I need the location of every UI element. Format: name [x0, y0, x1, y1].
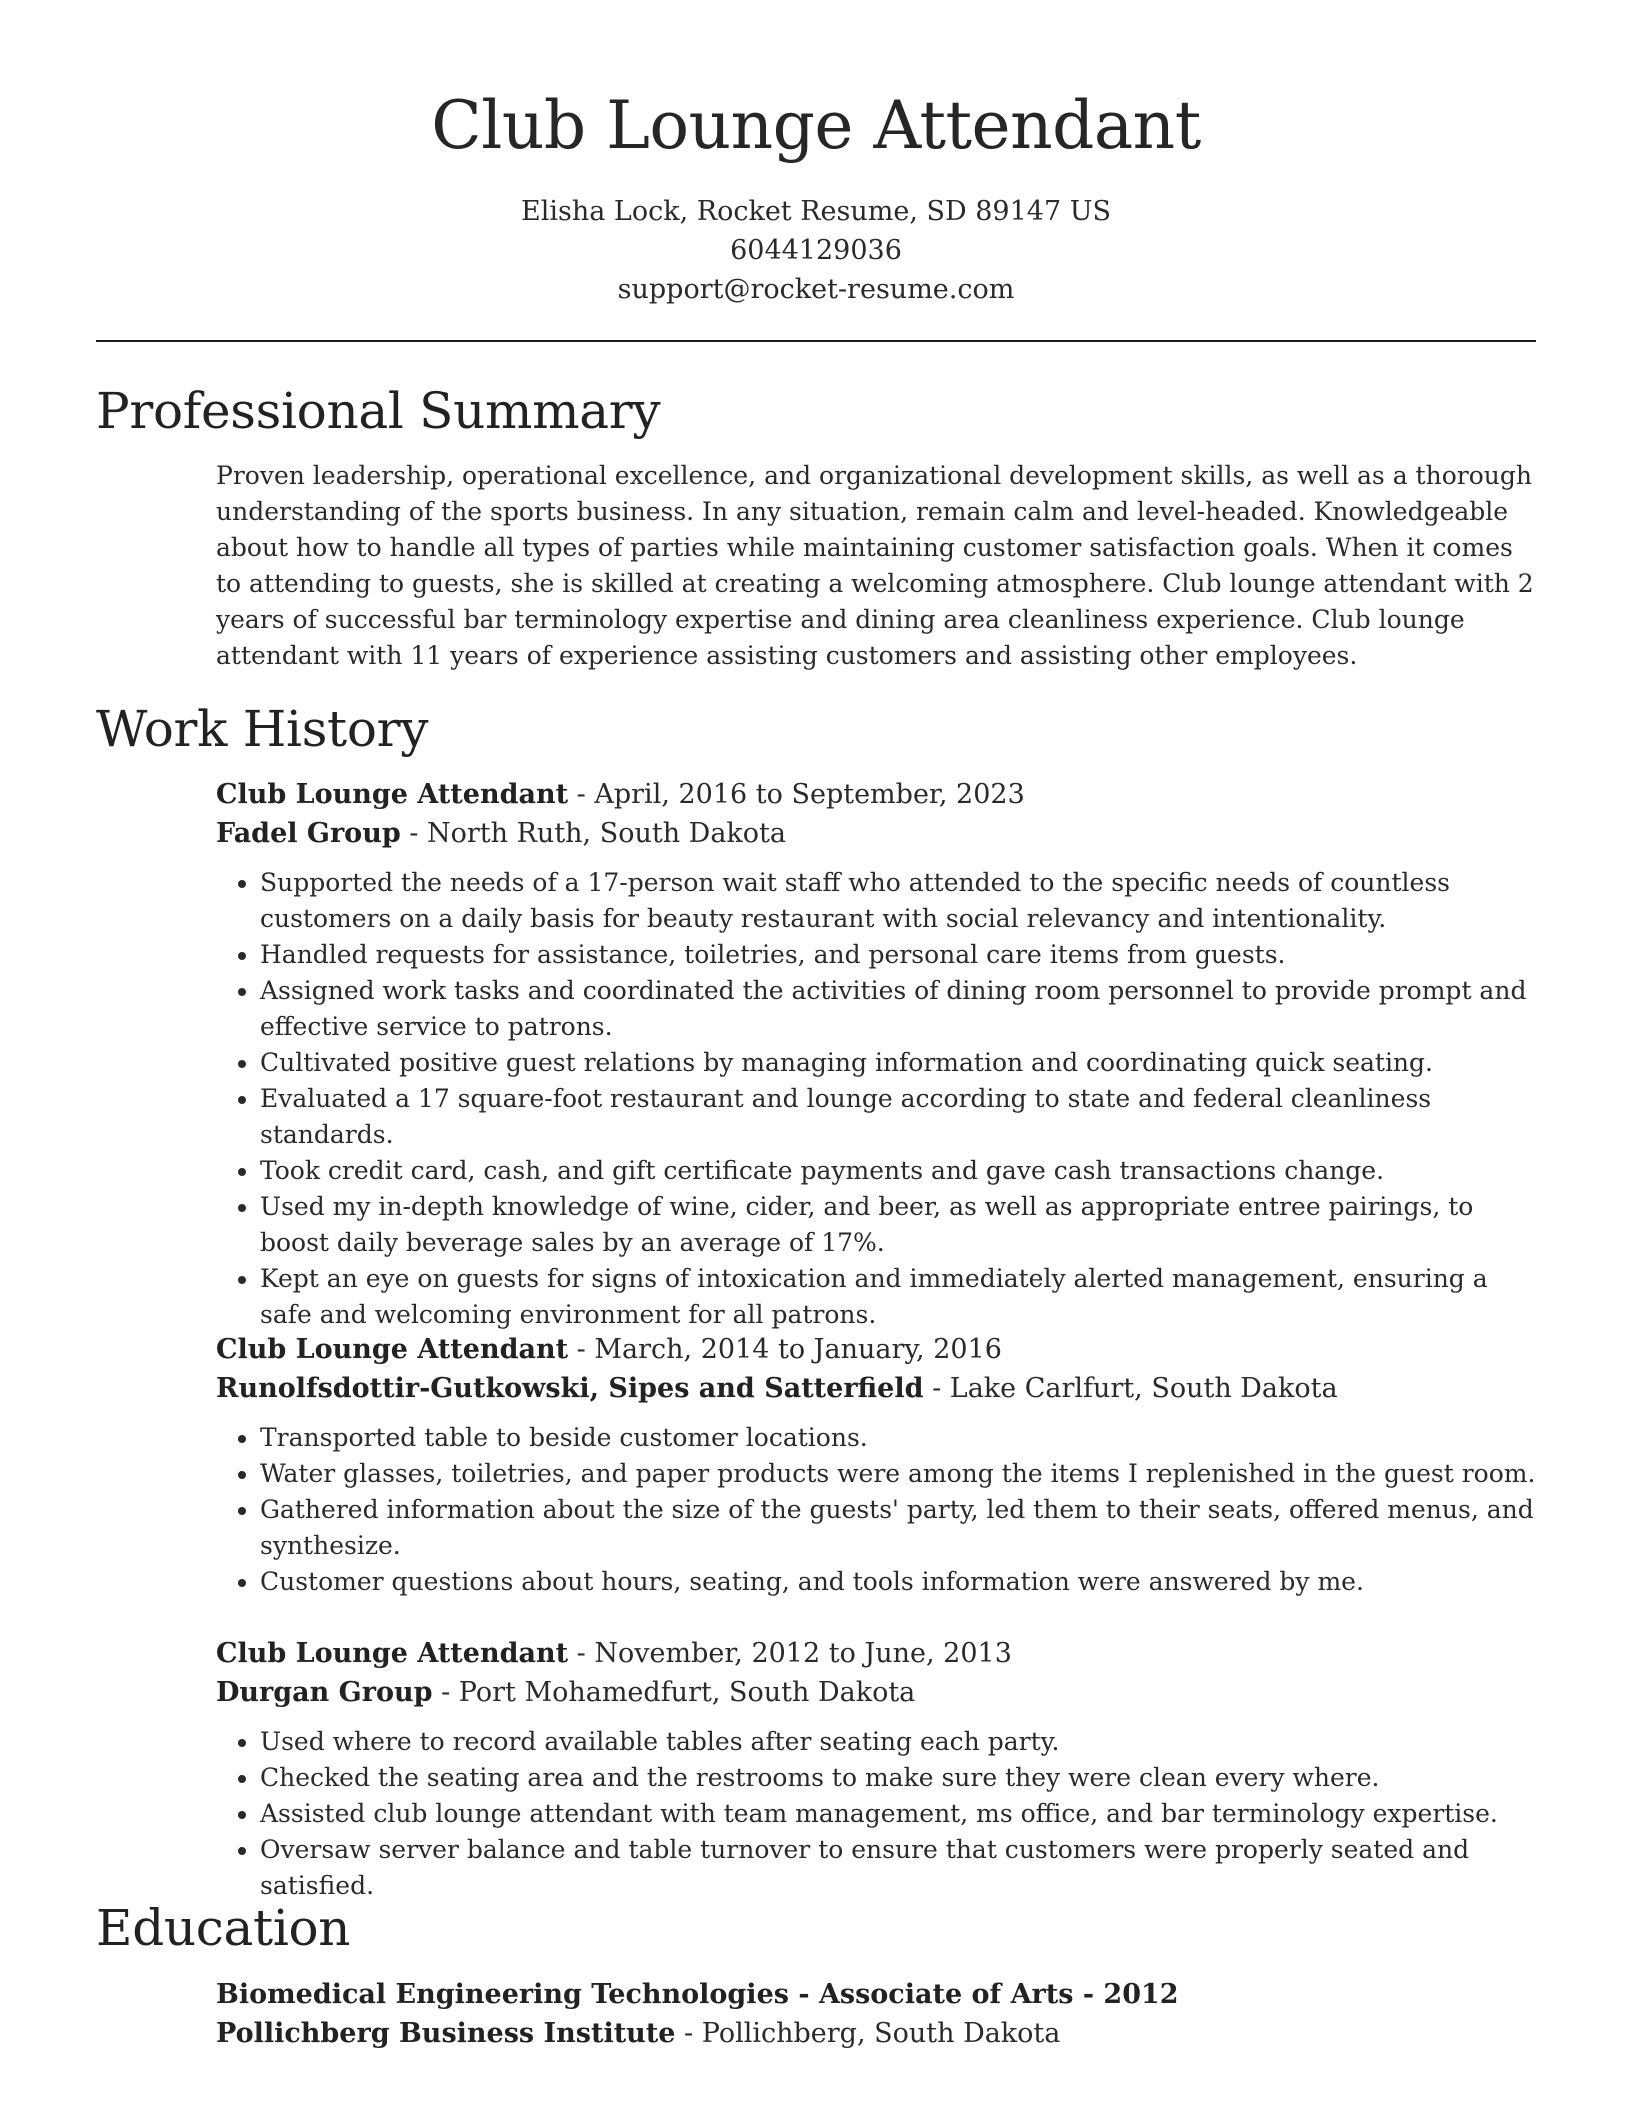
job-company-line	[216, 1673, 1536, 1712]
job-bullets	[216, 865, 1536, 1333]
job-entry-3	[216, 1634, 1536, 1904]
list-item: • Used my in-depth knowledge of wine, cider, and beer, as well as appropriate entree pairings, to boost daily beverage sales by an average of 17%.	[260, 1189, 1536, 1261]
job-company: Runolfsdottir-Gutkowski, Sipes and Satterfield	[216, 1373, 924, 1404]
list-item: • Transported table to beside customer locations.	[260, 1420, 1536, 1456]
summary-text: Proven leadership, operational excellence, and organizational development skills, as well as a thorough understanding of the sports business. In any situation, remain calm and level-headed. Knowledgeable about how to handle all types of parties while maintaining customer satisfaction goals. When it comes to attending to guests, she is skilled at creating a welcoming atmosphere. Club lounge attendant with 2 years of successful bar terminology expertise and dining area cleanliness experience. Club lounge attendant with 11 years of experience assisting customers and assisting other employees.	[216, 461, 1534, 670]
job-company-line	[216, 814, 1536, 853]
job-entry-1	[216, 775, 1536, 1333]
list-item: • Oversaw server balance and table turnover to ensure that customers were properly seated and satisfied.	[260, 1832, 1536, 1904]
education-school-line	[216, 2014, 1536, 2053]
education-school: Pollichberg Business Institute	[216, 2018, 676, 2049]
job-dates: - November, 2012 to June, 2013	[568, 1638, 1012, 1669]
education-location: - Pollichberg, South Dakota	[675, 2018, 1061, 2049]
list-item: • Checked the seating area and the restrooms to make sure they were clean every where.	[260, 1760, 1536, 1796]
education-degree-line	[216, 1975, 1536, 2014]
job-location: - Port Mohamedfurt, South Dakota	[432, 1677, 916, 1708]
contact-phone: 6044129036	[730, 235, 902, 266]
list-item: • Used where to record available tables after seating each party.	[260, 1724, 1536, 1760]
summary-heading: Professional Summary	[96, 382, 661, 440]
header-divider	[96, 340, 1536, 342]
job-bullets	[216, 1724, 1536, 1904]
work-history-heading: Work History	[96, 700, 429, 758]
job-title-line	[216, 775, 1536, 814]
job-title-line	[216, 1634, 1536, 1673]
job-company: Fadel Group	[216, 818, 401, 849]
job-location: - North Ruth, South Dakota	[400, 818, 786, 849]
contact-address: Elisha Lock, Rocket Resume, SD 89147 US	[521, 196, 1111, 227]
list-item: • Kept an eye on guests for signs of intoxication and immediately alerted management, ensuring a safe and welcoming environment for all patrons.	[260, 1261, 1536, 1333]
contact-block	[0, 192, 1632, 309]
list-item: • Cultivated positive guest relations by managing information and coordinating quick seating.	[260, 1045, 1536, 1081]
education-degree: Biomedical Engineering Technologies - Associate of Arts - 2012	[216, 1979, 1179, 2010]
job-company-line	[216, 1369, 1536, 1408]
list-item: • Assigned work tasks and coordinated the activities of dining room personnel to provide prompt and effective service to patrons.	[260, 973, 1536, 1045]
resume-title: Club Lounge Attendant	[431, 87, 1201, 164]
job-location: - Lake Carlfurt, South Dakota	[923, 1373, 1338, 1404]
list-item: • Evaluated a 17 square-foot restaurant and lounge according to state and federal cleanliness standards.	[260, 1081, 1536, 1153]
job-title-line	[216, 1330, 1536, 1369]
job-entry-2	[216, 1330, 1536, 1600]
contact-email: support@rocket-resume.com	[617, 274, 1015, 305]
list-item: • Customer questions about hours, seating, and tools information were answered by me.	[260, 1564, 1536, 1600]
list-item: • Handled requests for assistance, toiletries, and personal care items from guests.	[260, 937, 1536, 973]
job-bullets	[216, 1420, 1536, 1600]
summary-section	[216, 458, 1536, 674]
job-title: Club Lounge Attendant	[216, 1334, 569, 1365]
list-item: • Took credit card, cash, and gift certificate payments and gave cash transactions change.	[260, 1153, 1536, 1189]
resume-header	[0, 0, 1632, 309]
list-item: • Gathered information about the size of the guests' party, led them to their seats, offered menus, and synthesize.	[260, 1492, 1536, 1564]
job-company: Durgan Group	[216, 1677, 433, 1708]
list-item: • Supported the needs of a 17-person wait staff who attended to the specific needs of countless customers on a daily basis for beauty restaurant with social relevancy and intentionality.	[260, 865, 1536, 937]
list-item: • Water glasses, toiletries, and paper products were among the items I replenished in the guest room.	[260, 1456, 1536, 1492]
education-entry	[216, 1975, 1536, 2053]
job-dates: - April, 2016 to September, 2023	[568, 779, 1025, 810]
job-dates: - March, 2014 to January, 2016	[568, 1334, 1002, 1365]
education-heading: Education	[96, 1899, 351, 1957]
job-title: Club Lounge Attendant	[216, 1638, 569, 1669]
job-title: Club Lounge Attendant	[216, 779, 569, 810]
list-item: • Assisted club lounge attendant with team management, ms office, and bar terminology expertise.	[260, 1796, 1536, 1832]
